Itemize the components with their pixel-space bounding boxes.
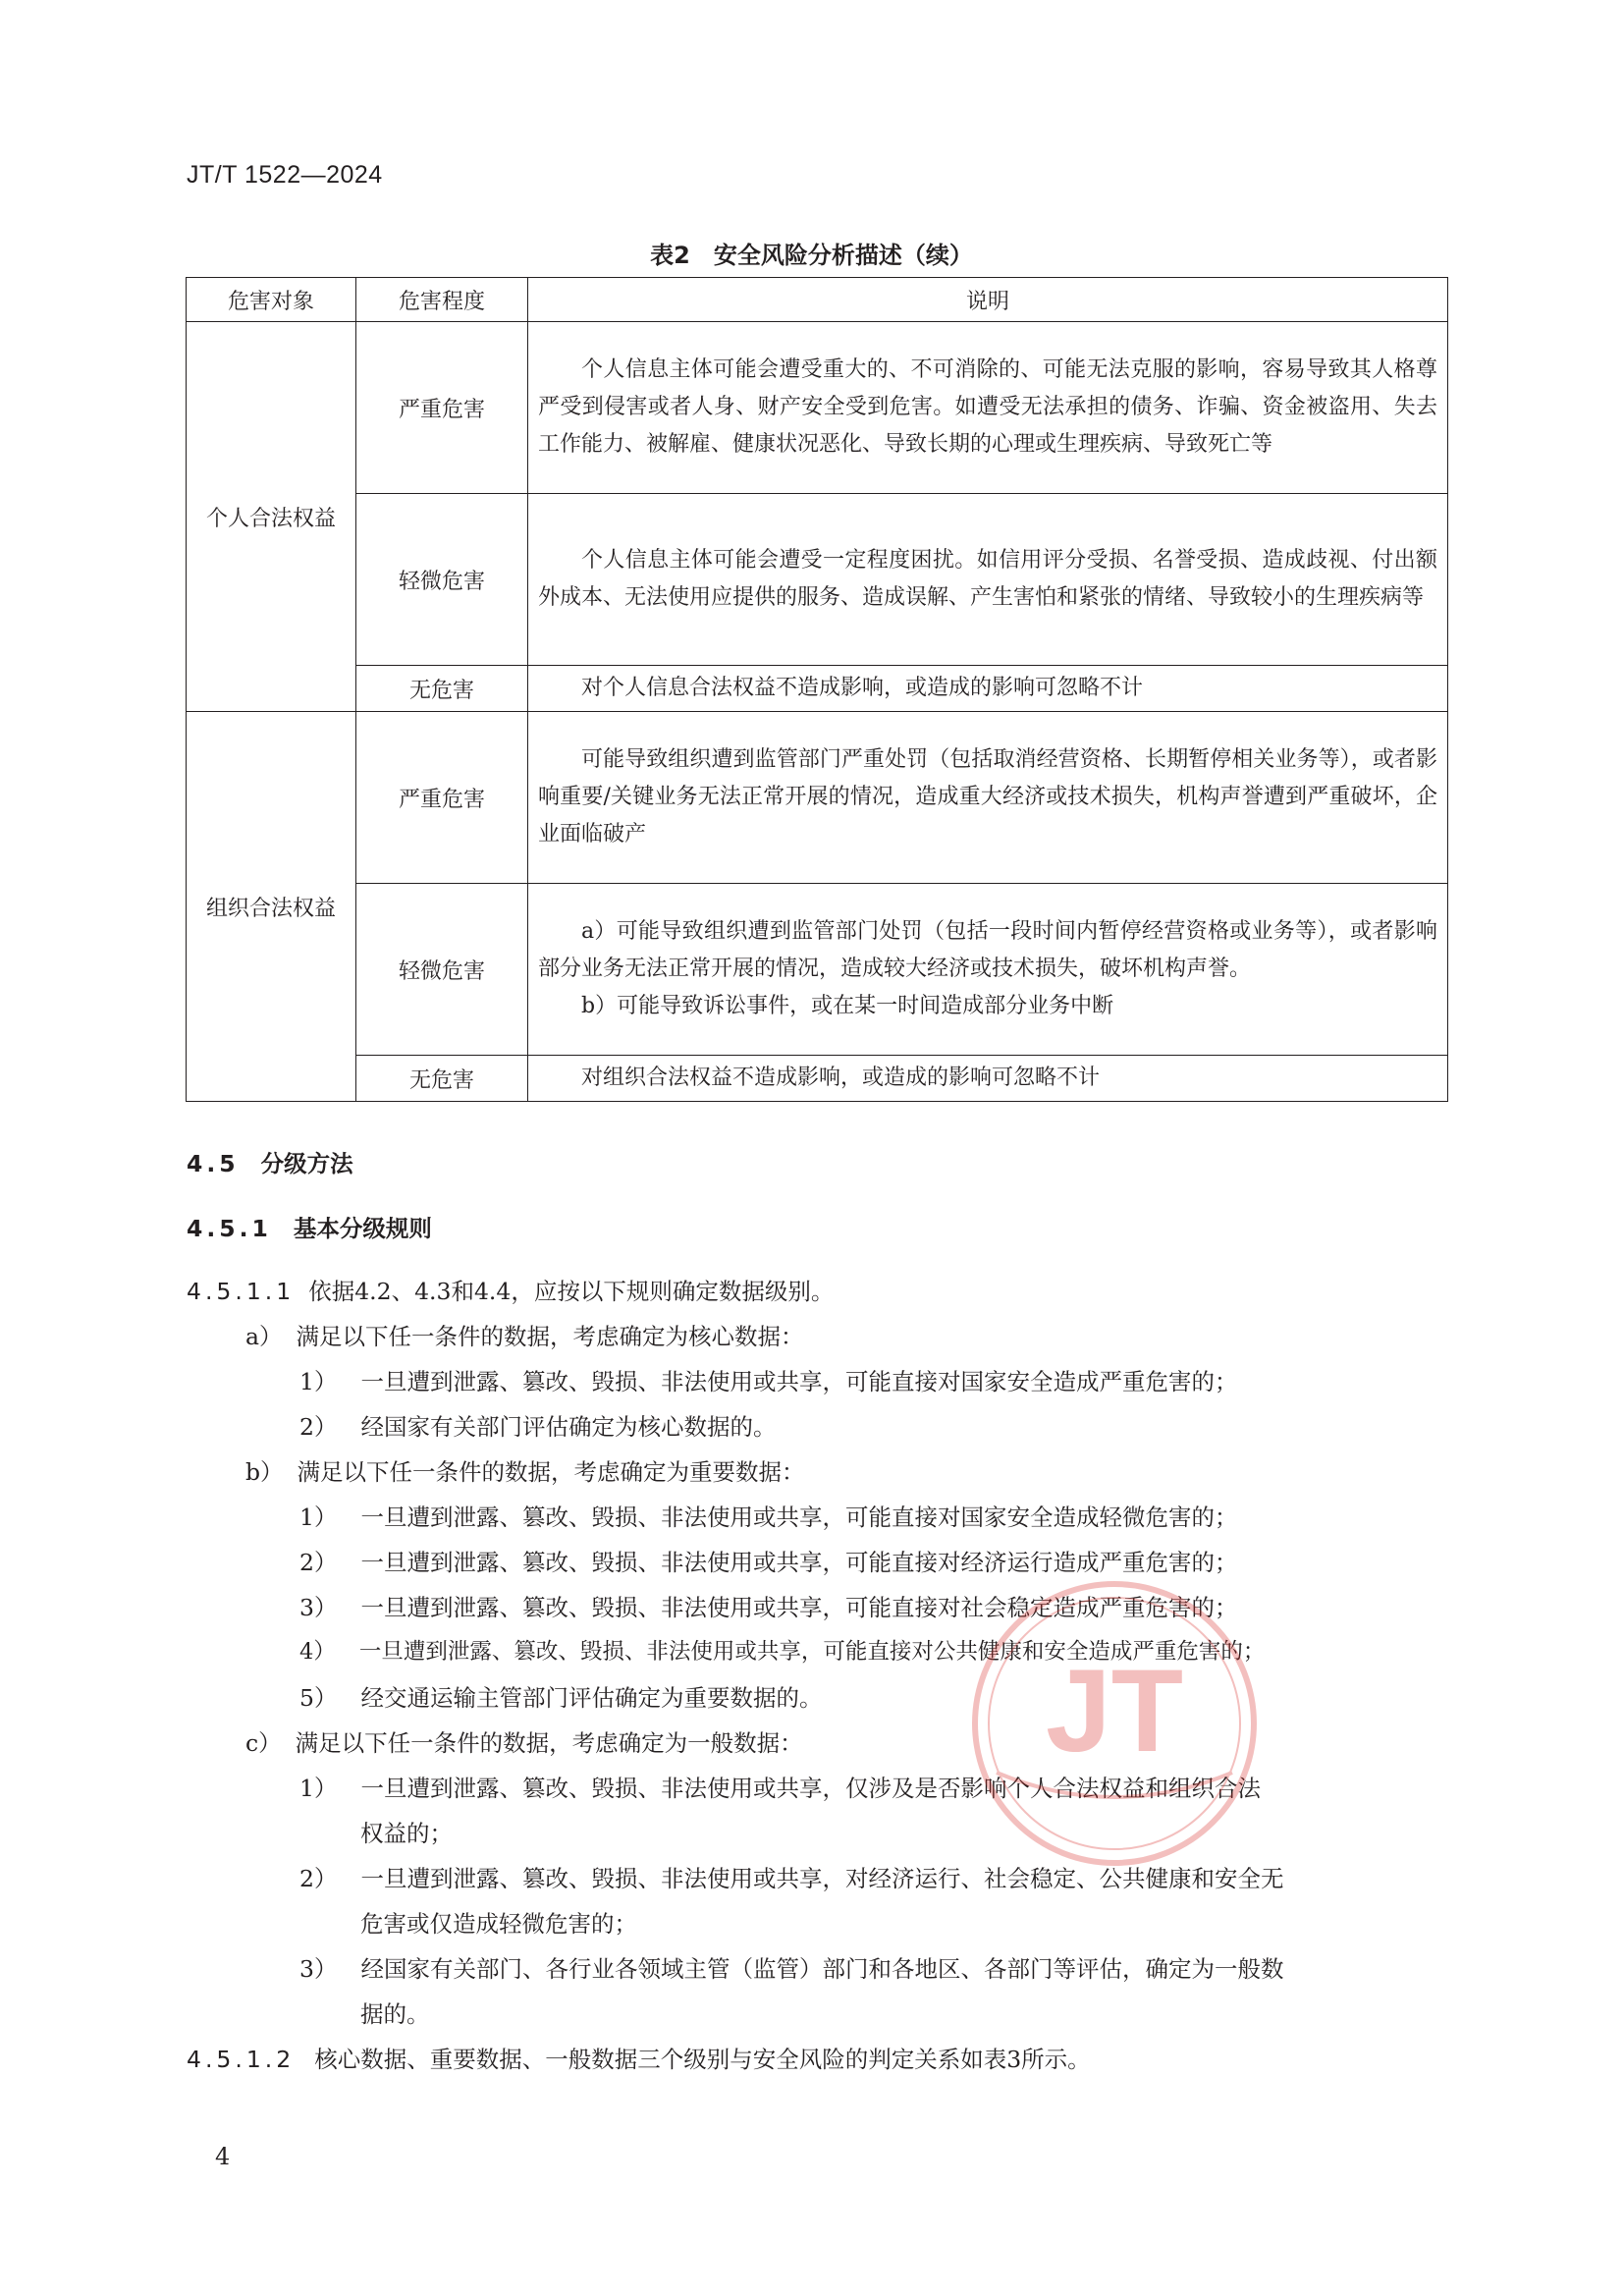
table-row bbox=[187, 712, 1448, 884]
list-item-c-2-cont: 危害或仅造成轻微危害的； bbox=[360, 1910, 637, 1938]
list-item-c-3-cont: 据的。 bbox=[360, 2000, 430, 2028]
list-text: 经交通运输主管部门评估确定为重要数据的。 bbox=[360, 1684, 823, 1712]
description-cell bbox=[528, 322, 1448, 494]
description-cell bbox=[528, 884, 1448, 1056]
harm-level-cell: 无危害 bbox=[356, 1056, 528, 1102]
clause-number: 4.5.1.1 bbox=[187, 1278, 296, 1305]
list-text: 一旦遭到泄露、篡改、毁损、非法使用或共享，可能直接对经济运行造成严重危害的； bbox=[360, 1549, 1238, 1576]
list-item-a-1 bbox=[299, 1363, 1237, 1396]
harm-level-cell: 无危害 bbox=[356, 666, 528, 712]
section-title: 基本分级规则 bbox=[293, 1215, 432, 1242]
description-text: 个人信息主体可能会遭受一定程度困扰。如信用评分受损、名誉受损、造成歧视、付出额外成本、无法使用应提供的服务、造成误解、产生害怕和紧张的情绪、导致较小的生理疾病等 bbox=[538, 548, 1437, 610]
list-item-c-3 bbox=[299, 1950, 1283, 1984]
list-item-b-2 bbox=[299, 1544, 1237, 1577]
column-header-level: 危害程度 bbox=[356, 278, 528, 322]
table-header-row bbox=[187, 278, 1448, 322]
table-row bbox=[187, 1056, 1448, 1102]
page-number: 4 bbox=[215, 2143, 231, 2170]
list-label: 3） bbox=[299, 1955, 338, 1983]
table-row bbox=[187, 322, 1448, 494]
clause-4-5-1-1 bbox=[187, 1273, 834, 1306]
list-item-b-5 bbox=[299, 1679, 822, 1713]
list-item-b-1 bbox=[299, 1499, 1237, 1532]
list-text: 一旦遭到泄露、篡改、毁损、非法使用或共享，可能直接对社会稳定造成严重危害的； bbox=[360, 1594, 1238, 1621]
list-text: 经国家有关部门评估确定为核心数据的。 bbox=[360, 1413, 777, 1441]
stamp-text: JT bbox=[1045, 1645, 1184, 1777]
description-text: a）可能导致组织遭到监管部门处罚（包括一段时间内暂停经营资格或业务等），或者影响部分业务无法正常开展的情况，造成较大经济或技术损失，破坏机构声誉。 bbox=[538, 919, 1437, 981]
section-title: 分级方法 bbox=[260, 1150, 353, 1177]
list-item-b bbox=[245, 1453, 805, 1487]
jt-stamp-watermark bbox=[967, 1576, 1262, 1871]
description-cell bbox=[528, 666, 1448, 712]
section-number: 4.5.1 bbox=[187, 1215, 272, 1242]
list-label: 2） bbox=[299, 1413, 338, 1441]
list-label: b） bbox=[245, 1458, 284, 1486]
harm-level-cell: 轻微危害 bbox=[356, 494, 528, 666]
description-text: 对个人信息合法权益不造成影响，或造成的影响可忽略不计 bbox=[581, 676, 1144, 700]
harm-object-cell: 组织合法权益 bbox=[187, 712, 356, 1102]
description-text: 可能导致组织遭到监管部门严重处罚（包括取消经营资格、长期暂停相关业务等），或者影响重要/关键业务无法正常开展的情况，造成重大经济或技术损失，机构声誉遭到严重破坏，企业面临破产 bbox=[538, 747, 1437, 847]
list-label: 1） bbox=[299, 1368, 338, 1395]
clause-4-5-1-2 bbox=[187, 2041, 1091, 2074]
list-label: 3） bbox=[299, 1594, 338, 1621]
clause-text: 依据4.2、4.3和4.4，应按以下规则确定数据级别。 bbox=[308, 1278, 835, 1305]
description-text: b）可能导致诉讼事件，或在某一时间造成部分业务中断 bbox=[581, 994, 1114, 1018]
harm-object-cell: 个人合法权益 bbox=[187, 322, 356, 712]
list-label: c） bbox=[245, 1729, 282, 1757]
list-text: 一旦遭到泄露、篡改、毁损、非法使用或共享，可能直接对国家安全造成轻微危害的； bbox=[360, 1503, 1238, 1531]
harm-level-cell: 严重危害 bbox=[356, 322, 528, 494]
section-heading-4-5-1 bbox=[187, 1210, 432, 1243]
description-text: 个人信息主体可能会遭受重大的、不可消除的、可能无法克服的影响，容易导致其人格尊严受到侵害或者人身、财产安全受到危害。如遭受无法承担的债务、诈骗、资金被盗用、失去工作能力、被解雇、健康状况恶化、导致长期的心理或生理疾病、导致死亡等 bbox=[538, 357, 1437, 457]
list-item-a bbox=[245, 1318, 804, 1351]
table-title: 表2 安全风险分析描述（续） bbox=[650, 242, 973, 269]
list-label: 1） bbox=[299, 1775, 338, 1802]
list-label: a） bbox=[245, 1323, 283, 1350]
list-label: 4） bbox=[299, 1639, 336, 1665]
list-label: 2） bbox=[299, 1865, 338, 1892]
table-row bbox=[187, 884, 1448, 1056]
section-number: 4.5 bbox=[187, 1150, 240, 1177]
list-text: 一旦遭到泄露、篡改、毁损、非法使用或共享，对经济运行、社会稳定、公共健康和安全无 bbox=[360, 1865, 1284, 1892]
list-label: 1） bbox=[299, 1503, 338, 1531]
clause-text: 核心数据、重要数据、一般数据三个级别与安全风险的判定关系如表3所示。 bbox=[314, 2046, 1091, 2073]
section-heading-4-5 bbox=[187, 1145, 353, 1178]
table-row bbox=[187, 666, 1448, 712]
risk-analysis-table bbox=[186, 277, 1448, 1102]
harm-level-cell: 严重危害 bbox=[356, 712, 528, 884]
list-text: 满足以下任一条件的数据，考虑确定为重要数据： bbox=[297, 1458, 805, 1486]
list-item-c bbox=[245, 1724, 803, 1758]
clause-number: 4.5.1.2 bbox=[187, 2046, 296, 2073]
list-text: 一旦遭到泄露、篡改、毁损、非法使用或共享，可能直接对国家安全造成严重危害的； bbox=[360, 1368, 1238, 1395]
list-label: 5） bbox=[299, 1684, 338, 1712]
list-label: 2） bbox=[299, 1549, 338, 1576]
list-text: 满足以下任一条件的数据，考虑确定为核心数据： bbox=[296, 1323, 804, 1350]
list-item-c-1-cont: 权益的； bbox=[360, 1820, 453, 1847]
description-cell bbox=[528, 712, 1448, 884]
description-text: 对组织合法权益不造成影响，或造成的影响可忽略不计 bbox=[581, 1066, 1101, 1090]
list-text: 一旦遭到泄露、篡改、毁损、非法使用或共享，可能直接对公共健康和安全造成严重危害的； bbox=[358, 1639, 1266, 1665]
table-row bbox=[187, 494, 1448, 666]
standard-number: JT/T 1522—2024 bbox=[187, 161, 383, 189]
description-cell bbox=[528, 494, 1448, 666]
column-header-description: 说明 bbox=[528, 278, 1448, 322]
harm-level-cell: 轻微危害 bbox=[356, 884, 528, 1056]
description-cell bbox=[528, 1056, 1448, 1102]
list-text: 经国家有关部门、各行业各领域主管（监管）部门和各地区、各部门等评估，确定为一般数 bbox=[360, 1955, 1284, 1983]
list-item-a-2 bbox=[299, 1408, 776, 1442]
column-header-object: 危害对象 bbox=[187, 278, 356, 322]
list-text: 满足以下任一条件的数据，考虑确定为一般数据： bbox=[295, 1729, 803, 1757]
list-text: 一旦遭到泄露、篡改、毁损、非法使用或共享，仅涉及是否影响个人合法权益和组织合法 bbox=[360, 1775, 1261, 1802]
